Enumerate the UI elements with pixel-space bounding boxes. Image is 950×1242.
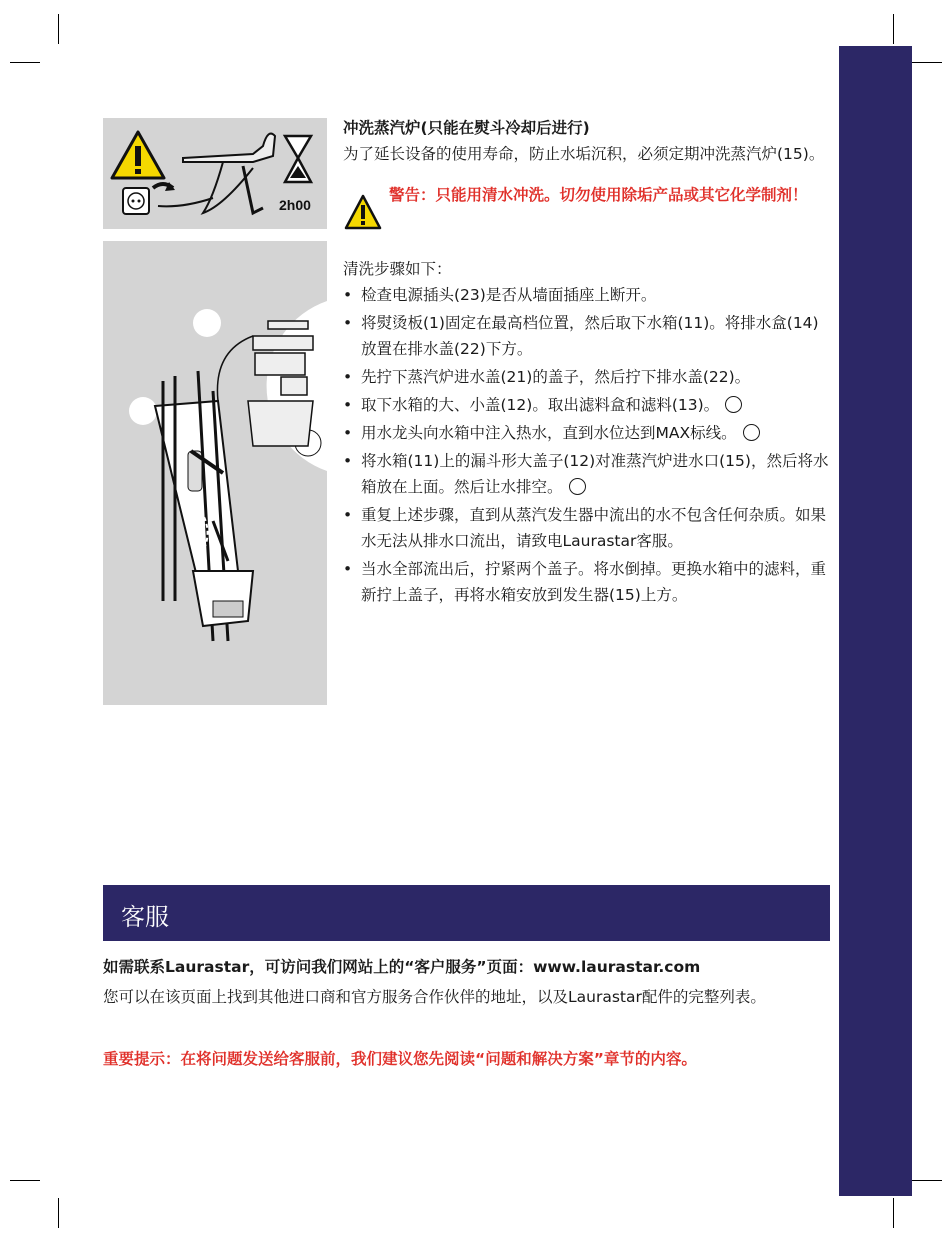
crop-mark [10, 62, 40, 63]
crop-mark [58, 1198, 59, 1228]
section-title: 冲洗蒸汽炉(只能在熨斗冷却后进行) [343, 119, 590, 137]
generator-flush-illustration [103, 241, 327, 705]
list-item: • 先拧下蒸汽炉进水盖(21)的盖子，然后拧下排水盖(22)。 [343, 368, 751, 386]
section-intro: 为了延长设备的使用寿命，防止水垢沉积，必须定期冲洗蒸汽炉(15)。 [343, 145, 825, 163]
step-marker-circle-icon [569, 478, 586, 495]
step-marker-circle [129, 397, 157, 425]
steps-list [343, 282, 831, 608]
tank-parts-icon [248, 321, 313, 446]
crop-mark [893, 14, 894, 44]
drain-box-icon [193, 571, 253, 626]
step-marker-circle [193, 309, 221, 337]
crop-mark [58, 14, 59, 44]
list-item: • 检查电源插头(23)是否从墙面插座上断开。 [343, 286, 657, 304]
warning-illustration-panel [103, 118, 327, 229]
crop-mark [912, 1180, 942, 1181]
hourglass-icon [285, 136, 311, 182]
contact-line: 如需联系Laurastar，可访问我们网站上的“客户服务”页面：www.laurastar.com [103, 958, 701, 976]
flush-section [343, 115, 831, 167]
list-item: • 重复上述步骤，直到从蒸汽发生器中流出的水不包含任何杂质。如果水无法从排水口流出，请致电Laurastar客服。 [343, 506, 827, 550]
warning-text: 警告：只能用清水冲洗。切勿使用除垢产品或其它化学制剂！ [389, 186, 808, 204]
partners-line: 您可以在该页面上找到其他进口商和官方服务合作伙伴的地址，以及Laurastar配件的完整列表。 [103, 988, 766, 1006]
crop-mark [10, 1180, 40, 1181]
wall-socket-icon [123, 188, 149, 214]
list-item: • 将水箱(11)上的漏斗形大盖子(12)对准蒸汽炉进水口(15)，然后将水箱放在上面。然后让水排空。 [343, 452, 829, 496]
wait-time-label: 2h00 [279, 197, 311, 213]
steps-heading: 清洗步骤如下： [343, 260, 452, 278]
list-item: • 取下水箱的大、小盖(12)。取出滤料盒和滤料(13)。 [343, 392, 831, 418]
warning-triangle-icon [343, 193, 383, 233]
list-item: • 将熨烫板(1)固定在最高档位置，然后取下水箱(11)。将排水盒(14)放置在排水盖(22)下方。 [343, 314, 819, 358]
unplug-iron-illustration [103, 118, 327, 229]
step-marker-circle-icon [743, 424, 760, 441]
crop-mark [912, 62, 942, 63]
list-item: • 当水全部流出后，拧紧两个盖子。将水倒掉。更换水箱中的滤料，重新拧上盖子，再将水箱安放到发生器(15)上方。 [343, 560, 827, 604]
flush-steps [343, 256, 831, 610]
warning-triangle-icon [112, 132, 164, 178]
list-item: • 用水龙头向水箱中注入热水，直到水位达到MAX标线。 [343, 420, 831, 446]
important-note: 重要提示：在将问题发送给客服前，我们建议您先阅读“问题和解决方案”章节的内容。 [103, 1050, 697, 1068]
service-title: 客服 [121, 903, 169, 931]
step-marker-circle-icon [725, 396, 742, 413]
warning-notice [343, 183, 831, 235]
service-section-header [103, 885, 830, 941]
service-contact [103, 954, 830, 1010]
chapter-side-tab [839, 46, 912, 1196]
iron-icon [158, 134, 275, 213]
flush-steps-illustration-panel [103, 241, 327, 705]
crop-mark [893, 1198, 894, 1228]
